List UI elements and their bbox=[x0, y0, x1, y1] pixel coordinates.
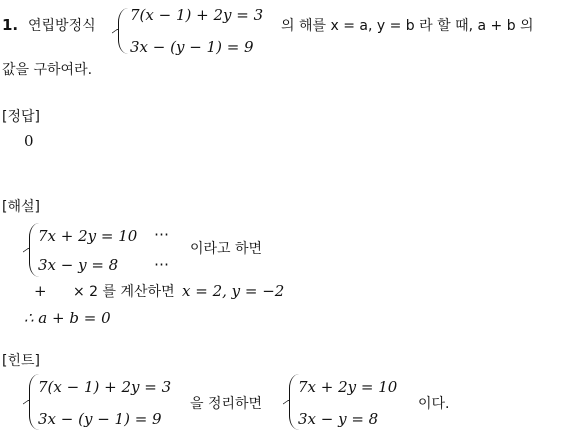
hint-arrange: 을 정리하면 bbox=[190, 396, 263, 412]
explanation-times: × 2 를 계산하면 bbox=[73, 284, 175, 300]
answer-heading: [정답] bbox=[2, 109, 40, 125]
hint-heading: [힌트] bbox=[2, 353, 40, 369]
problem-question: 값을 구하여라. bbox=[2, 62, 93, 78]
system-equation-1: 7(x − 1) + 2y = 3 bbox=[130, 6, 264, 24]
problem-number: 1. bbox=[2, 16, 19, 34]
hint-end: 이다. bbox=[418, 396, 450, 412]
explanation-therefore: ∴ a + b = 0 bbox=[24, 309, 111, 327]
explanation-plus: + bbox=[34, 282, 47, 300]
problem-condition: 의 해를 x = a, y = b 라 할 때, a + b 의 bbox=[281, 18, 534, 34]
system-brace bbox=[118, 8, 129, 54]
hint-equation-1: 7(x − 1) + 2y = 3 bbox=[38, 378, 172, 396]
hint-equation-2: 3x − (y − 1) = 9 bbox=[38, 410, 162, 428]
explanation-equation-2: 3x − y = 8 bbox=[38, 256, 119, 274]
explanation-heading: [해설] bbox=[2, 199, 40, 215]
explanation-dots-1: ⋯ bbox=[154, 225, 169, 243]
explanation-equation-1: 7x + 2y = 10 bbox=[38, 227, 138, 245]
explanation-result: x = 2, y = −2 bbox=[182, 282, 285, 300]
hint-result-equation-1: 7x + 2y = 10 bbox=[298, 378, 398, 396]
explanation-call: 이라고 하면 bbox=[190, 241, 263, 257]
answer-value: 0 bbox=[24, 132, 34, 150]
problem-intro: 연립방정식 bbox=[28, 18, 96, 34]
explanation-dots-2: ⋯ bbox=[154, 255, 169, 273]
hint-result-equation-2: 3x − y = 8 bbox=[298, 410, 379, 428]
system-equation-2: 3x − (y − 1) = 9 bbox=[130, 38, 254, 56]
